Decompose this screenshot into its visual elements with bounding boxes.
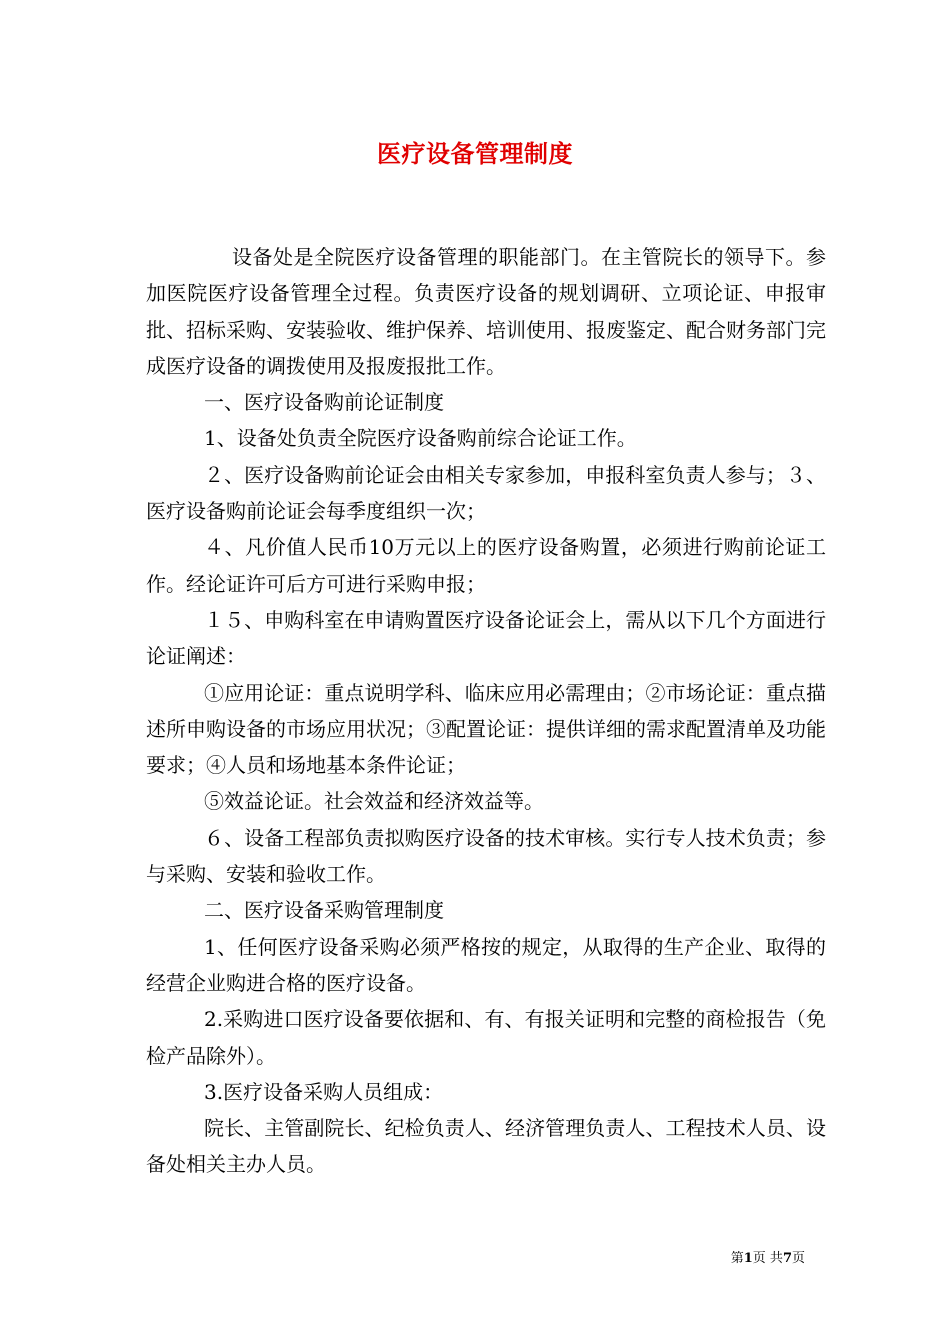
paragraph-item: 1、设备处负责全院医疗设备购前综合论证工作。	[204, 426, 637, 451]
paragraph-item: ①应用论证：重点说明学科、临床应用必需理由；②市场论证：重点描述所申购设备的市场应用状况；③配置论证：提供详细的需求配置清单及功能要求；④人员和场地基本条件论证；	[146, 680, 826, 778]
paragraph-item: ⑤效益论证。社会效益和经济效益等。	[204, 789, 544, 814]
footer-middle: 页 共	[752, 1251, 783, 1266]
document-body	[146, 239, 826, 1183]
paragraph-item: １５、申购科室在申请购置医疗设备论证会上，需从以下几个方面进行论证阐述：	[146, 607, 826, 669]
footer-page-number: 1	[743, 1251, 753, 1266]
paragraph-item: 2.采购进口医疗设备要依据和、有、有报关证明和完整的商检报告（免检产品除外）。	[146, 1007, 826, 1068]
document-title: 医疗设备管理制度	[377, 139, 573, 168]
page-footer	[731, 1247, 805, 1266]
paragraph-item: 1、任何医疗设备采购必须严格按的规定，从取得的生产企业、取得的经营企业购进合格的医疗设备。	[146, 934, 826, 995]
paragraph-item: ２、医疗设备购前论证会由相关专家参加，申报科室负责人参与；３、医疗设备购前论证会每季度组织一次；	[146, 462, 826, 524]
section-heading-2: 二、医疗设备采购管理制度	[204, 898, 444, 923]
paragraph-item: ４、凡价值人民币10万元以上的医疗设备购置，必须进行购前论证工作。经论证许可后方可进行采购申报；	[146, 535, 826, 596]
paragraph-item: 3.医疗设备采购人员组成：	[204, 1079, 444, 1104]
footer-suffix: 页	[791, 1251, 805, 1266]
section-heading-1: 一、医疗设备购前论证制度	[204, 390, 444, 415]
paragraph-item: ６、设备工程部负责拟购医疗设备的技术审核。实行专人技术负责；参与采购、安装和验收工作。	[146, 825, 826, 887]
paragraph-intro: 设备处是全院医疗设备管理的职能部门。在主管院长的领导下。参加医院医疗设备管理全过程。负责医疗设备的规划调研、立项论证、申报审批、招标采购、安装验收、维护保养、培训使用、报废鉴定、配合财务部门完成医疗设备的调拨使用及报废报批工作。	[146, 245, 826, 378]
paragraph-item: 院长、主管副院长、纪检负责人、经济管理负责人、工程技术人员、设备处相关主办人员。	[146, 1116, 826, 1177]
footer-prefix: 第	[730, 1251, 744, 1266]
footer-total-pages: 7	[782, 1251, 792, 1266]
